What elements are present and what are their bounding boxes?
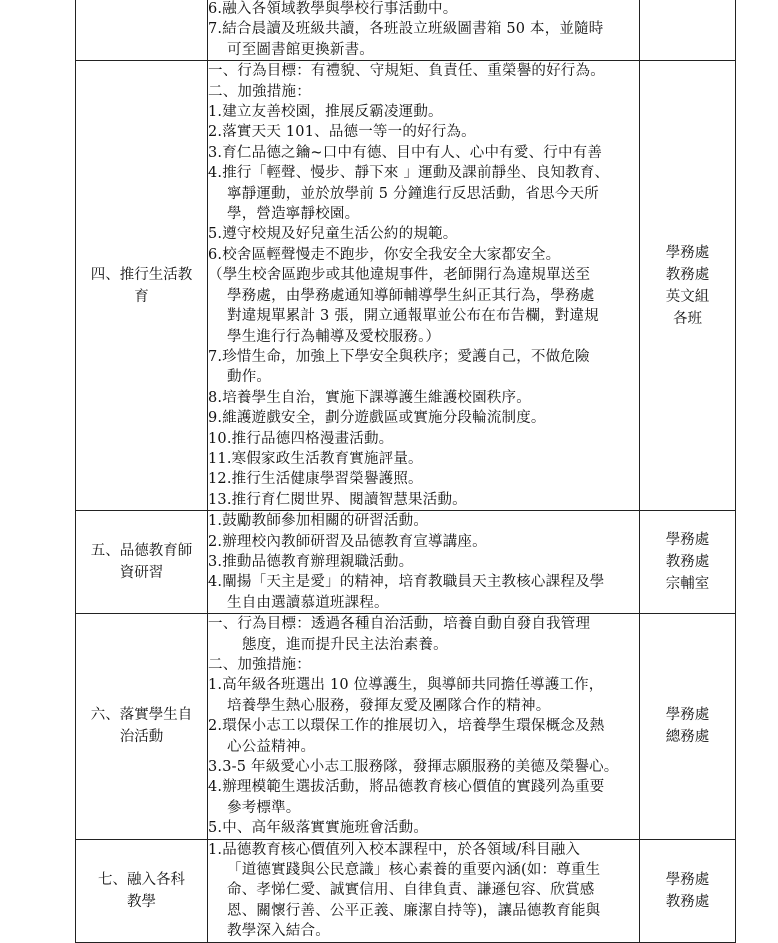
item-cell <box>76 0 208 61</box>
table-row <box>76 614 736 839</box>
responsible-units-cell <box>640 0 736 61</box>
content-line: 可至圖書館更換新書。 <box>227 41 374 58</box>
content-line: 12.推行生活健康學習榮譽護照。 <box>208 471 423 488</box>
content-cell <box>208 839 640 942</box>
content-line: 11.寒假家政生活教育實施評量。 <box>208 450 423 467</box>
item-cell <box>76 614 208 839</box>
item-title-line: 五、品德教育師 <box>90 543 193 560</box>
content-line: 3.育仁品德之鑰~口中有德、目中有人、心中有愛、行中有善 <box>208 144 603 161</box>
content-line: 二、加強措施： <box>208 657 311 673</box>
content-line: 對違規單累計 3 張，開立通報單並公布在布告欄，對違規 <box>227 308 599 325</box>
content-line: 2.環保小志工以環保工作的推展切入，培養學生環保概念及熱 <box>208 718 605 735</box>
responsible-units-cell <box>640 839 736 942</box>
responsible-unit: 學務處 <box>665 707 710 724</box>
content-line: 2.辦理校內教師研習及品德教育宣導講座。 <box>208 533 487 550</box>
responsible-unit: 學務處 <box>665 871 710 888</box>
content-line: 一、行為目標：透過各種自治活動，培養自動自發自我管理 <box>208 616 591 633</box>
content-line: 「道德實踐與公民意識」核心素養的重要內涵(如：尊重生 <box>227 862 601 879</box>
responsible-unit: 各班 <box>673 310 702 327</box>
item-title-line: 治活動 <box>119 729 164 746</box>
item-cell <box>76 511 208 614</box>
content-line: 5.遵守校規及好兒童生活公約的規範。 <box>208 226 458 243</box>
content-line: 4.闡揚「天主是愛」的精神，培育教職員天主教核心課程及學 <box>208 574 605 591</box>
content-line: 二、加強措施： <box>208 83 311 100</box>
table-row <box>76 0 736 61</box>
content-line: 1.品德教育核心價值列入校本課程中，於各領域/科目融入 <box>208 841 581 858</box>
content-line: 動作。 <box>227 369 272 386</box>
item-title-line: 資研習 <box>119 565 164 582</box>
table-row <box>76 61 736 511</box>
content-line: 2.落實天天 101、品德一等一的好行為。 <box>208 124 476 141</box>
content-cell <box>208 0 640 61</box>
content-line: 學務處，由學務處通知導師輔導學生糾正其行為，學務處 <box>227 287 595 304</box>
content-line: 1.鼓勵教師參加相關的研習活動。 <box>208 513 429 530</box>
content-line: 培養學生熱心服務，發揮友愛及團隊合作的精神。 <box>227 697 551 714</box>
content-line: 10.推行品德四格漫畫活動。 <box>208 430 394 447</box>
content-line: 6.融入各領域教學與學校行事活動中。 <box>208 1 458 17</box>
responsible-units-cell <box>640 511 736 614</box>
table-row <box>76 839 736 942</box>
item-title-line: 六、落實學生自 <box>90 707 193 724</box>
content-line: 學生進行行為輔導及愛校服務。） <box>227 328 441 345</box>
content-line: 13.推行育仁閱世界、閱讀智慧果活動。 <box>208 491 467 508</box>
content-cell <box>208 614 640 839</box>
content-line: 3.推動品德教育辦理親職活動。 <box>208 553 414 570</box>
content-line: 7.珍惜生命，加強上下學安全與秩序；愛護自己，不做危險 <box>208 348 590 365</box>
responsible-unit: 學務處 <box>665 244 710 261</box>
item-title-line: 七、融入各科 <box>98 871 185 888</box>
responsible-unit: 總務處 <box>665 729 710 746</box>
content-line: 1.高年級各班選出 10 位導護生，與導師共同擔任導護工作， <box>208 677 604 694</box>
content-line: 命、孝悌仁愛、誠實信用、自律負責、謙遜包容、欣賞感 <box>227 882 595 899</box>
responsible-unit: 教務處 <box>665 893 710 910</box>
content-line: 9.維護遊戲安全，劃分遊戲區或實施分段輪流制度。 <box>208 410 546 427</box>
item-cell <box>76 61 208 511</box>
content-cell <box>208 511 640 614</box>
responsible-unit: 教務處 <box>665 554 710 571</box>
responsible-unit: 宗輔室 <box>665 576 710 593</box>
plan-table-body <box>76 0 736 942</box>
responsible-units-cell <box>640 614 736 839</box>
content-cell <box>208 61 640 511</box>
table-row <box>76 511 736 614</box>
content-line: 5.中、高年級落實實施班會活動。 <box>208 820 429 837</box>
content-line: 態度，進而提升民主法治素養。 <box>242 636 448 653</box>
plan-table <box>75 0 736 943</box>
content-line: 學，營造寧靜校園。 <box>227 206 360 223</box>
content-line: 寧靜運動，並於放學前 5 分鐘進行反思活動，省思今天所 <box>227 185 599 202</box>
content-line: 心公益精神。 <box>227 738 316 755</box>
content-line: 1.建立友善校園，推展反霸凌運動。 <box>208 104 443 121</box>
content-line: 3.3-5 年級愛心小志工服務隊，發揮志願服務的美德及榮譽心。 <box>208 759 619 776</box>
content-line: 參考標準。 <box>227 799 301 816</box>
item-cell <box>76 839 208 942</box>
responsible-unit: 教務處 <box>665 266 710 283</box>
responsible-unit: 英文組 <box>665 288 710 305</box>
content-line: 教學深入結合。 <box>227 923 330 940</box>
responsible-unit: 學務處 <box>665 532 710 549</box>
content-line: 6.校舍區輕聲慢走不跑步，你安全我安全大家都安全。 <box>208 246 561 263</box>
content-line: 7.結合晨讀及班級共讀，各班設立班級圖書箱 50 本，並隨時 <box>208 21 604 38</box>
content-line: 一、行為目標：有禮貌、守規矩、負責任、重榮譽的好行為。 <box>208 63 605 80</box>
content-line: （學生校舍區跑步或其他違規事件，老師開行為違規單送至 <box>208 267 591 284</box>
content-line: 4.辦理模範生選拔活動，將品德教育核心價值的實踐列為重要 <box>208 779 605 796</box>
content-line: 4.推行「輕聲、慢步、靜下來 」運動及課前靜坐、良知教育、 <box>208 165 610 182</box>
content-line: 生自由選讀慕道班課程。 <box>227 594 389 611</box>
responsible-units-cell <box>640 61 736 511</box>
item-title-line: 四、推行生活教 <box>90 266 193 283</box>
content-line: 8.培養學生自治，實施下課導護生維護校園秩序。 <box>208 389 531 406</box>
item-title-line: 育 <box>134 288 149 305</box>
item-title-line: 教學 <box>127 893 156 910</box>
content-line: 恩、關懷行善、公平正義、廉潔自持等)，讓品德教育能與 <box>227 902 601 919</box>
